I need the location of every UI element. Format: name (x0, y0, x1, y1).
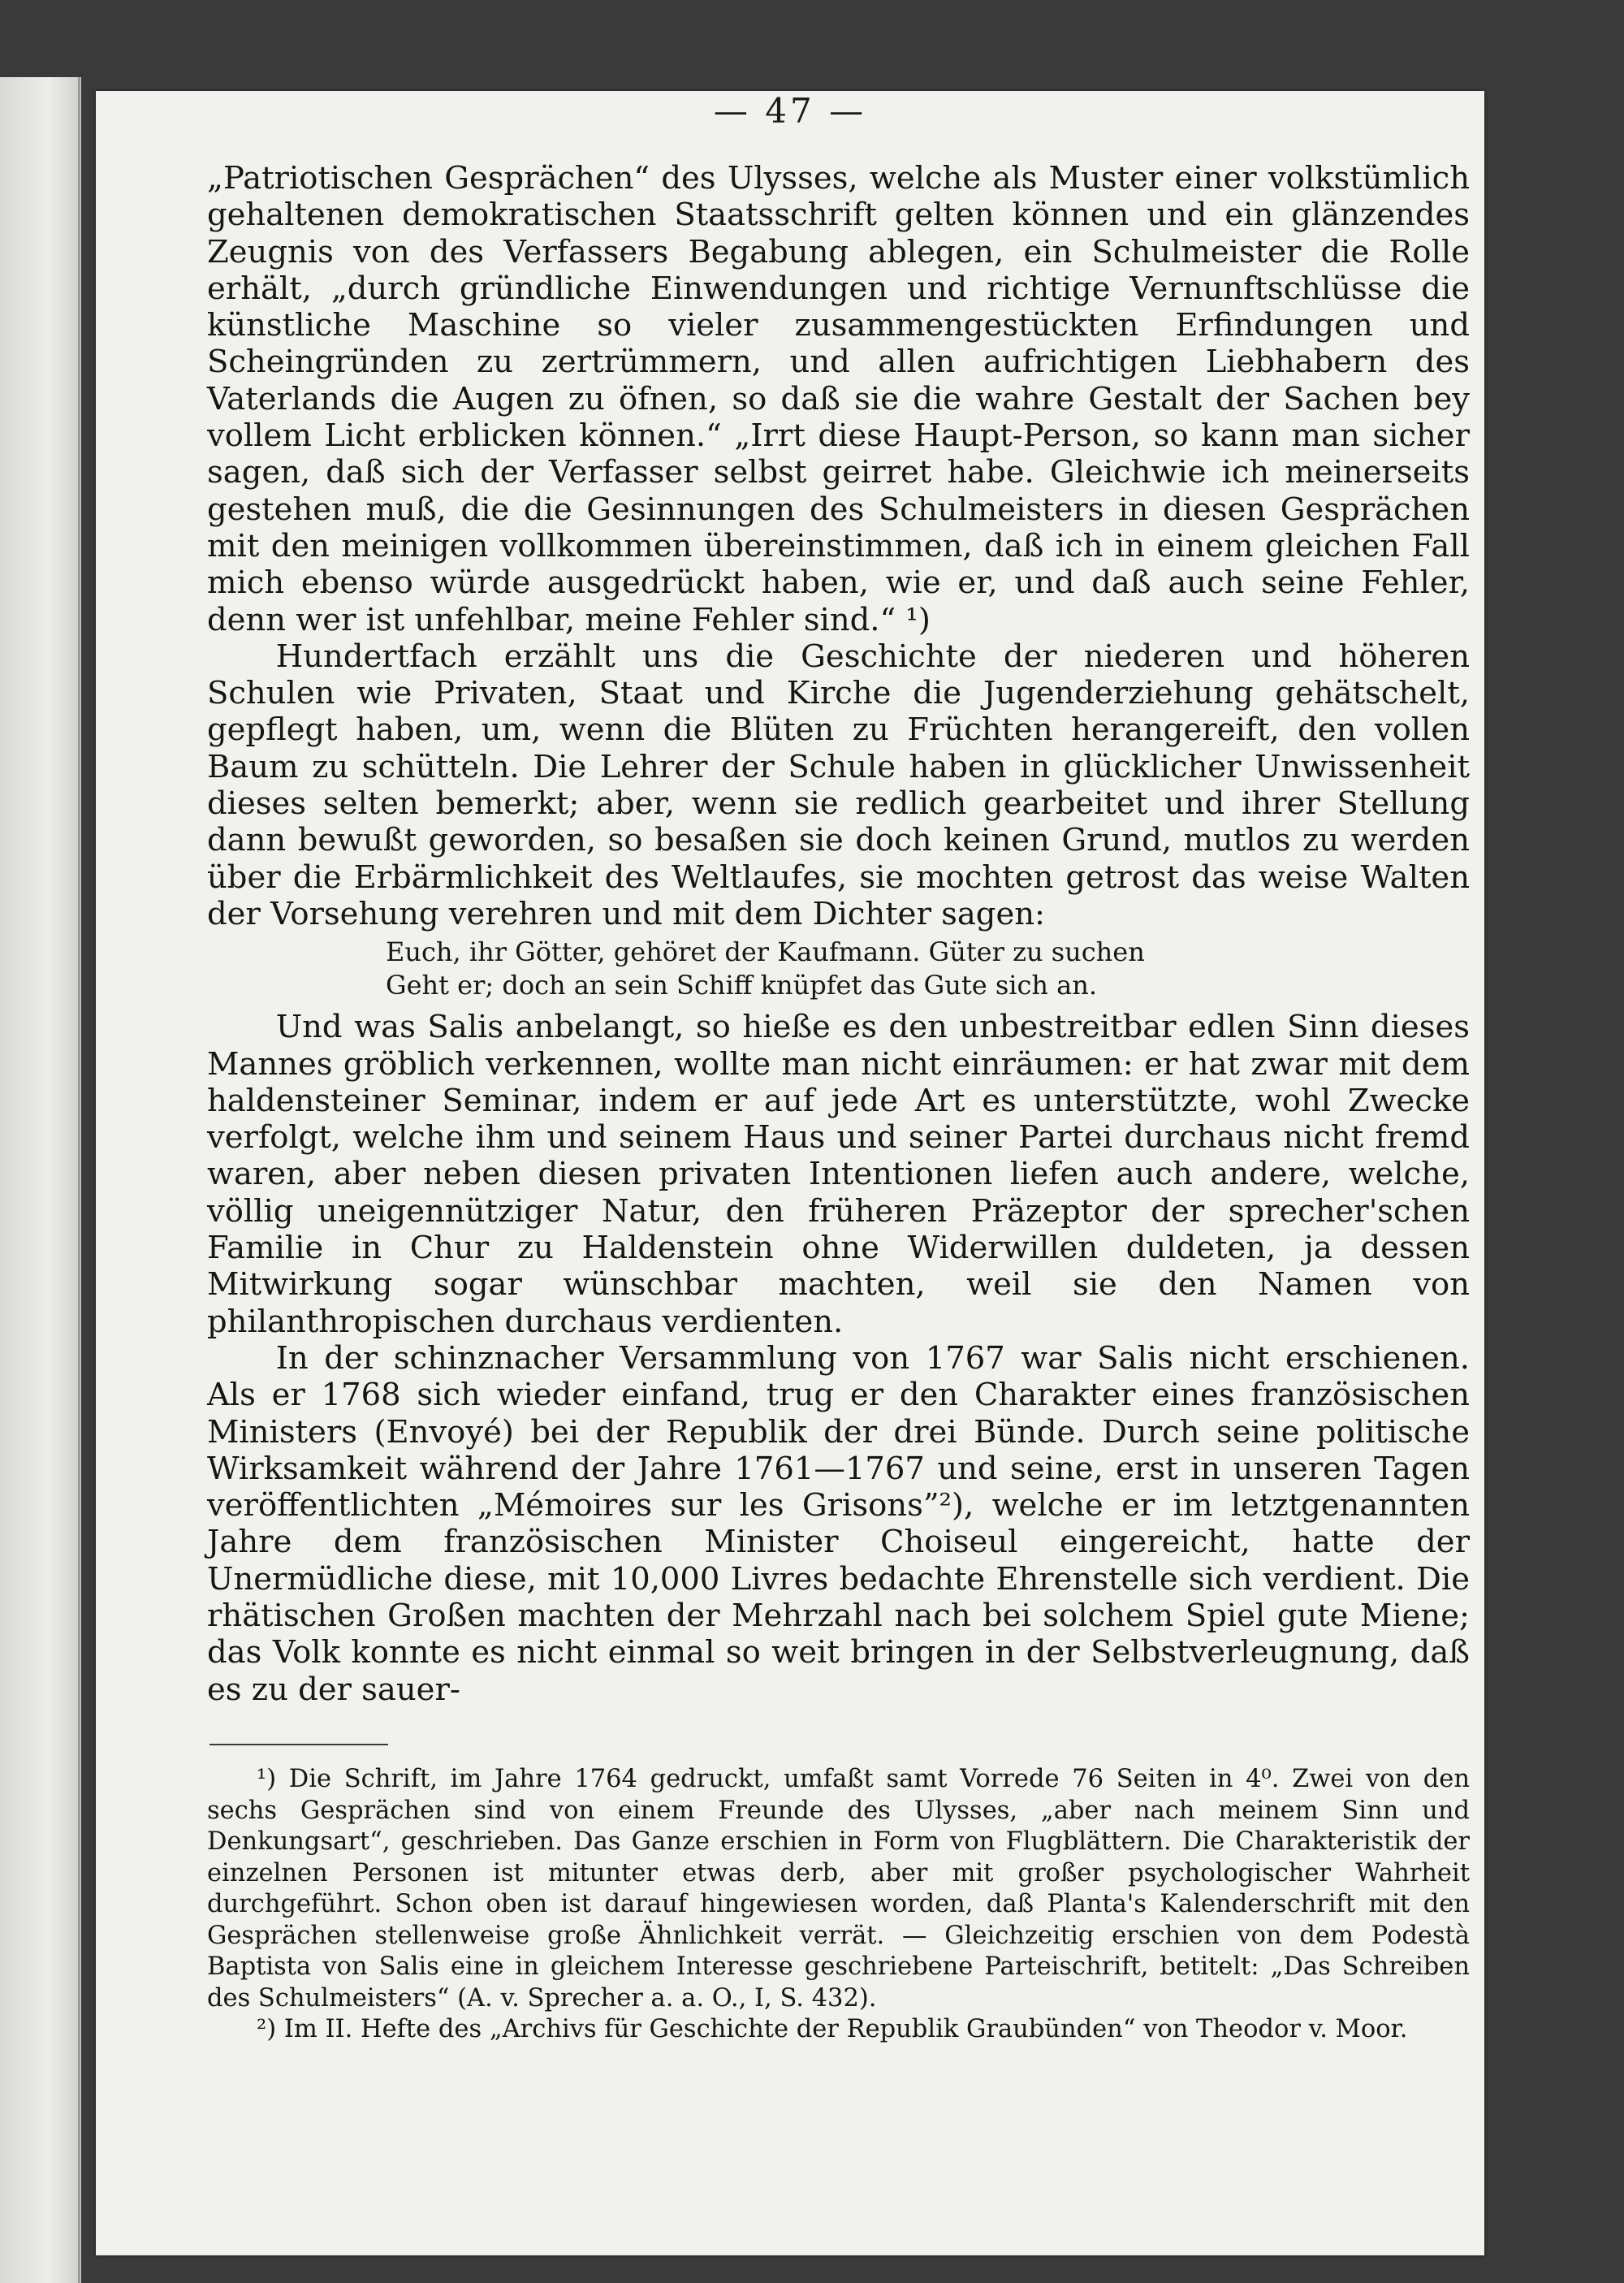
paragraph-4: In der schinznacher Versammlung von 1767 war Salis nicht erschienen. Als er 1768 sich wieder einfand, trug er den Charakter eines französischen Ministers (Envoyé) bei der Republik der drei Bünde. Durch seine politische Wirksamkeit während der Jahre 1761—1767 und seine, erst in unseren Tagen veröffentlichten „Mémoires sur les Grisons”²), welche er im letztgenannten Jahre dem französischen Minister Choiseul eingereicht, hatte der Unermüdliche diese, mit 10,000 Livres bedachte Ehrenstelle sich verdient. Die rhätischen Großen machten der Mehrzahl nach bei solchem Spiel gute Miene; das Volk konnte es nicht einmal so weit bringen in der Selbstverleugnung, daß es zu der sauer- (207, 1339, 1470, 1708)
footnotes (207, 1764, 1470, 2046)
verse-quote (207, 936, 1470, 1002)
verse-line-2: Geht er; doch an sein Schiff knüpfet das Gute sich an. (386, 970, 1098, 1001)
footnote-separator (209, 1744, 388, 1745)
footnote-2: ²) Im II. Hefte des „Archivs für Geschichte der Republik Graubünden“ von Theodor v. Moor. (257, 2015, 1408, 2043)
footnote-1: ¹) Die Schrift, im Jahre 1764 gedruckt, umfaßt samt Vorrede 76 Seiten in 4⁰. Zwei von den sechs Gesprächen sind von einem Freunde des Ulysses, „aber nach meinem Sinn und Denkungsart“, geschrieben. Das Ganze erschien in Form von Flugblättern. Die Charakteristik der einzelnen Personen ist mitunter etwas derb, aber mit großer psychologischer Wahrheit durchgeführt. Schon oben ist darauf hingewiesen worden, daß Planta's Kalenderschrift mit den Gesprächen stellenweise große Ähnlichkeit verrät. — Gleichzeitig erschien von dem Podestà Baptista von Salis eine in gleichem Interesse geschriebene Parteischrift, betitelt: „Das Schreiben des Schulmeisters“ (A. v. Sprecher a. a. O., I, S. 432). (207, 1765, 1470, 2013)
page-number: — 47 — (713, 91, 867, 131)
book-gutter (78, 77, 80, 2283)
book-page (96, 91, 1484, 2255)
paragraph-3: Und was Salis anbelangt, so hieße es den unbestreitbar edlen Sinn dieses Mannes gröblich verkennen, wollte man nicht einräumen: er hat zwar mit dem haldensteiner Seminar, indem er auf jede Art es unterstützte, wohl Zwecke verfolgt, welche ihm und seinem Haus und seiner Partei durchaus nicht fremd waren, aber neben diesen privaten Intentionen liefen auch andere, welche, völlig uneigennütziger Natur, den früheren Präzeptor der sprecher'schen Familie in Chur zu Haldenstein ohne Widerwillen duldeten, ja dessen Mitwirkung sogar wünschbar machten, weil sie den Namen von philanthropischen durchaus verdienten. (207, 1009, 1470, 1340)
main-text (207, 160, 1470, 1708)
adjacent-page-edge (0, 77, 81, 2283)
verse-line-1: Euch, ihr Götter, gehöret der Kaufmann. Güter zu suchen (386, 936, 1145, 968)
paragraph-1: „Patriotischen Gesprächen“ des Ulysses, welche als Muster einer volkstümlich gehaltenen demokratischen Staatsschrift gelten können und ein glänzendes Zeugnis von des Verfassers Begabung ablegen, ein Schulmeister die Rolle erhält, „durch gründliche Einwendungen und richtige Vernunftschlüsse die künstliche Maschine so vieler zusammengestückten Erfindungen und Scheingründen zu zertrümmern, und allen aufrichtigen Liebhabern des Vaterlands die Augen zu öfnen, so daß sie die wahre Gestalt der Sachen bey vollem Licht erblicken können.“ „Irrt diese Haupt-Person, so kann man sicher sagen, daß sich der Verfasser selbst geirret habe. Gleichwie ich meinerseits gestehen muß, die die Gesinnungen des Schulmeisters in diesen Gesprächen mit den meinigen vollkommen übereinstimmen, daß ich in einem gleichen Fall mich ebenso würde ausgedrückt haben, wie er, und daß auch seine Fehler, denn wer ist unfehlbar, meine Fehler sind.“ ¹) (207, 160, 1470, 638)
paragraph-2: Hundertfach erzählt uns die Geschichte der niederen und höheren Schulen wie Privaten, Staat und Kirche die Jugenderziehung gehätschelt, gepflegt haben, um, wenn die Blüten zu Früchten herangereift, den vollen Baum zu schütteln. Die Lehrer der Schule haben in glücklicher Unwissenheit dieses selten bemerkt; aber, wenn sie redlich gearbeitet und ihrer Stellung dann bewußt geworden, so besaßen sie doch keinen Grund, mutlos zu werden über die Erbärmlichkeit des Weltlaufes, sie mochten getrost das weise Walten der Vorsehung verehren und mit dem Dichter sagen: (207, 638, 1470, 932)
